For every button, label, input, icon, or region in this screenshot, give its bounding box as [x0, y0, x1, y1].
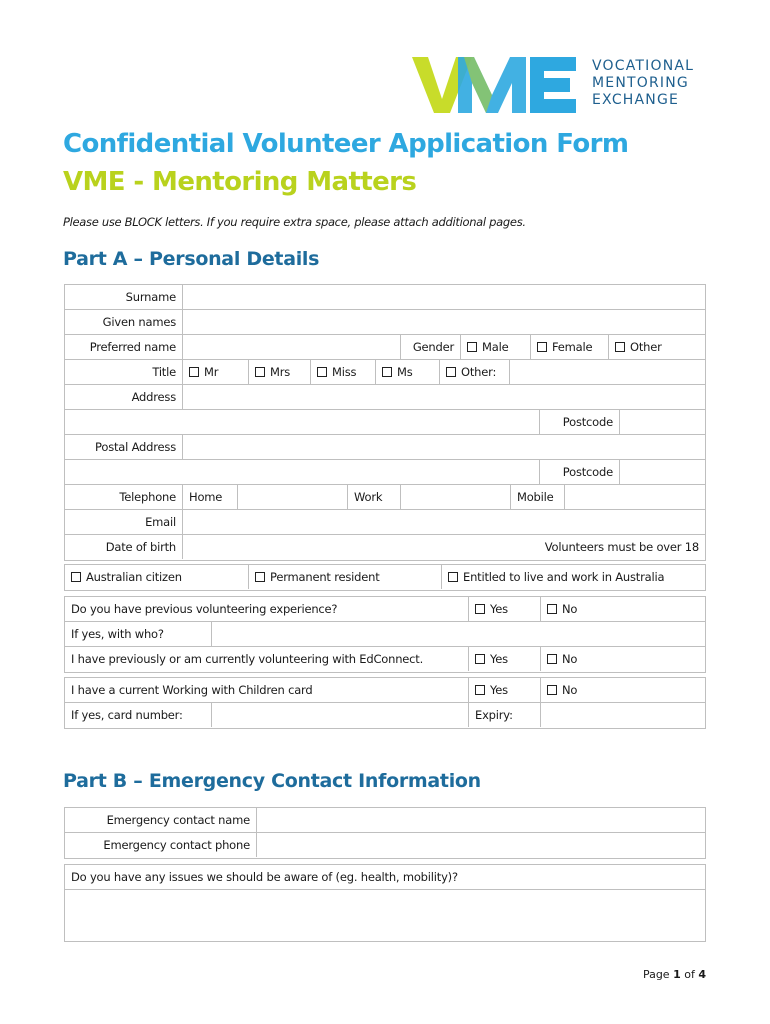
- postal-postcode-row: [65, 460, 705, 485]
- surname-field[interactable]: [183, 285, 705, 309]
- checkbox-icon[interactable]: [475, 685, 485, 695]
- preferred-name-label: Preferred name: [65, 335, 183, 359]
- contact-phone-row: [65, 833, 705, 858]
- issues-field[interactable]: [65, 890, 705, 941]
- title-other-field[interactable]: [510, 360, 705, 384]
- page-total: 4: [698, 968, 706, 981]
- checkbox-icon[interactable]: [475, 604, 485, 614]
- email-field[interactable]: [183, 510, 705, 534]
- title-miss-label: Miss: [332, 365, 357, 379]
- checkbox-icon[interactable]: [615, 342, 625, 352]
- dob-row: [65, 535, 705, 560]
- given-names-row: [65, 310, 705, 335]
- checkbox-icon[interactable]: [537, 342, 547, 352]
- checkbox-icon[interactable]: [71, 572, 81, 582]
- address-row: [65, 385, 705, 410]
- yes-label: Yes: [490, 683, 508, 697]
- page-current: 1: [673, 968, 681, 981]
- card-number-field[interactable]: [212, 703, 469, 727]
- home-phone-field[interactable]: [238, 485, 348, 509]
- mobile-label: Mobile: [511, 485, 565, 509]
- issues-question-row: [65, 865, 705, 890]
- issues-answer-row: [65, 890, 705, 941]
- telephone-row: [65, 485, 705, 510]
- wwc-row: [65, 678, 705, 703]
- issues-table: [64, 864, 706, 942]
- yes-label: Yes: [490, 602, 508, 616]
- title-ms-label: Ms: [397, 365, 413, 379]
- dob-note: Volunteers must be over 18: [544, 540, 699, 554]
- preferred-name-field[interactable]: [183, 335, 401, 359]
- form-title: Confidential Volunteer Application Form: [63, 129, 629, 159]
- address-postcode-label: Postcode: [540, 410, 620, 434]
- address-postcode-row: [65, 410, 705, 435]
- email-row: [65, 510, 705, 535]
- gender-other-option[interactable]: [609, 335, 705, 359]
- surname-row: [65, 285, 705, 310]
- gender-male-label: Male: [482, 340, 509, 354]
- prev-volunteer-yes[interactable]: [469, 597, 541, 621]
- dob-field[interactable]: [183, 535, 433, 559]
- checkbox-icon[interactable]: [547, 604, 557, 614]
- part-b-heading: Part B – Emergency Contact Information: [63, 770, 481, 792]
- wwc-question: I have a current Working with Children card: [65, 678, 469, 702]
- postal-address-row: [65, 435, 705, 460]
- vme-logo-mark: [412, 55, 582, 115]
- title-row: [65, 360, 705, 385]
- contact-name-label: Emergency contact name: [65, 808, 257, 832]
- work-label: Work: [348, 485, 401, 509]
- address-field[interactable]: [183, 385, 705, 409]
- dob-label: Date of birth: [65, 535, 183, 559]
- given-names-label: Given names: [65, 310, 183, 334]
- gender-label: Gender: [401, 335, 461, 359]
- checkbox-icon[interactable]: [255, 572, 265, 582]
- checkbox-icon[interactable]: [448, 572, 458, 582]
- gender-other-label: Other: [630, 340, 662, 354]
- form-subtitle: VME - Mentoring Matters: [63, 167, 417, 197]
- title-other-label: Other:: [461, 365, 497, 379]
- postal-line-2-field[interactable]: [65, 460, 540, 484]
- page-number: [643, 968, 706, 981]
- postal-postcode-label: Postcode: [540, 460, 620, 484]
- entitled-to-work-label: Entitled to live and work in Australia: [463, 570, 665, 584]
- residency-table: [64, 564, 706, 591]
- if-yes-who-label: If yes, with who?: [65, 622, 212, 646]
- yes-label: Yes: [490, 652, 508, 666]
- expiry-label: Expiry:: [469, 703, 541, 727]
- mobile-phone-field[interactable]: [565, 485, 705, 509]
- given-names-field[interactable]: [183, 310, 705, 334]
- checkbox-icon[interactable]: [475, 654, 485, 664]
- address-label: Address: [65, 385, 183, 409]
- no-label: No: [562, 602, 578, 616]
- prev-volunteer-no[interactable]: [541, 597, 705, 621]
- logo-line-1: VOCATIONAL: [592, 58, 695, 74]
- checkbox-icon[interactable]: [467, 342, 477, 352]
- checkbox-icon[interactable]: [446, 367, 456, 377]
- card-number-label: If yes, card number:: [65, 703, 212, 727]
- logo-wordmark: [592, 58, 694, 109]
- prev-volunteer-question: Do you have previous volunteering experience?: [65, 597, 469, 621]
- address-line-2-field[interactable]: [65, 410, 540, 434]
- gender-female-label: Female: [552, 340, 593, 354]
- contact-name-field[interactable]: [257, 808, 705, 832]
- edconnect-no[interactable]: [541, 647, 705, 671]
- gender-female-option[interactable]: [531, 335, 609, 359]
- title-mr-label: Mr: [204, 365, 219, 379]
- checkbox-icon[interactable]: [255, 367, 265, 377]
- if-yes-who-row: [65, 622, 705, 647]
- volunteering-table: [64, 596, 706, 673]
- home-label: Home: [183, 485, 238, 509]
- australian-citizen-option[interactable]: [65, 565, 249, 589]
- checkbox-icon[interactable]: [317, 367, 327, 377]
- emergency-contact-table: [64, 807, 706, 859]
- logo-line-2: MENTORING: [592, 75, 689, 91]
- no-label: No: [562, 652, 578, 666]
- vme-logo: [412, 55, 702, 115]
- postal-postcode-field[interactable]: [620, 460, 705, 484]
- contact-phone-label: Emergency contact phone: [65, 833, 257, 857]
- work-phone-field[interactable]: [401, 485, 511, 509]
- wwc-yes[interactable]: [469, 678, 541, 702]
- wwc-no[interactable]: [541, 678, 705, 702]
- no-label: No: [562, 683, 578, 697]
- title-label: Title: [65, 360, 183, 384]
- expiry-field[interactable]: [541, 703, 705, 727]
- gender-male-option[interactable]: [461, 335, 531, 359]
- title-ms-option[interactable]: [376, 360, 440, 384]
- checkbox-icon[interactable]: [189, 367, 199, 377]
- issues-question: Do you have any issues we should be aware of (eg. health, mobility)?: [71, 870, 458, 884]
- telephone-label: Telephone: [65, 485, 183, 509]
- instructions: Please use BLOCK letters. If you require extra space, please attach additional pages.: [63, 215, 526, 229]
- part-a-heading: Part A – Personal Details: [63, 248, 320, 270]
- logo-line-3: EXCHANGE: [592, 92, 680, 108]
- email-label: Email: [65, 510, 183, 534]
- permanent-resident-label: Permanent resident: [270, 570, 380, 584]
- title-mrs-label: Mrs: [270, 365, 291, 379]
- edconnect-question: I have previously or am currently volunteering with EdConnect.: [65, 647, 469, 671]
- page-label: Page: [642, 968, 670, 981]
- contact-phone-field[interactable]: [257, 833, 705, 857]
- residency-row: [65, 565, 705, 590]
- postal-address-label: Postal Address: [65, 435, 183, 459]
- card-number-row: [65, 703, 705, 728]
- entitled-to-work-option[interactable]: [442, 565, 705, 589]
- contact-name-row: [65, 808, 705, 833]
- prev-volunteer-row: [65, 597, 705, 622]
- title-mr-option[interactable]: [183, 360, 249, 384]
- checkbox-icon[interactable]: [547, 654, 557, 664]
- surname-label: Surname: [65, 285, 183, 309]
- address-postcode-field[interactable]: [620, 410, 705, 434]
- if-yes-who-field[interactable]: [212, 622, 705, 646]
- page-of: of: [684, 968, 695, 981]
- permanent-resident-option[interactable]: [249, 565, 442, 589]
- wwc-table: [64, 677, 706, 729]
- postal-address-field[interactable]: [183, 435, 705, 459]
- edconnect-row: [65, 647, 705, 672]
- preferred-name-row: [65, 335, 705, 360]
- title-miss-option[interactable]: [311, 360, 376, 384]
- australian-citizen-label: Australian citizen: [86, 570, 182, 584]
- title-other-option[interactable]: [440, 360, 510, 384]
- personal-details-table: [64, 284, 706, 561]
- checkbox-icon[interactable]: [547, 685, 557, 695]
- checkbox-icon[interactable]: [382, 367, 392, 377]
- title-mrs-option[interactable]: [249, 360, 311, 384]
- edconnect-yes[interactable]: [469, 647, 541, 671]
